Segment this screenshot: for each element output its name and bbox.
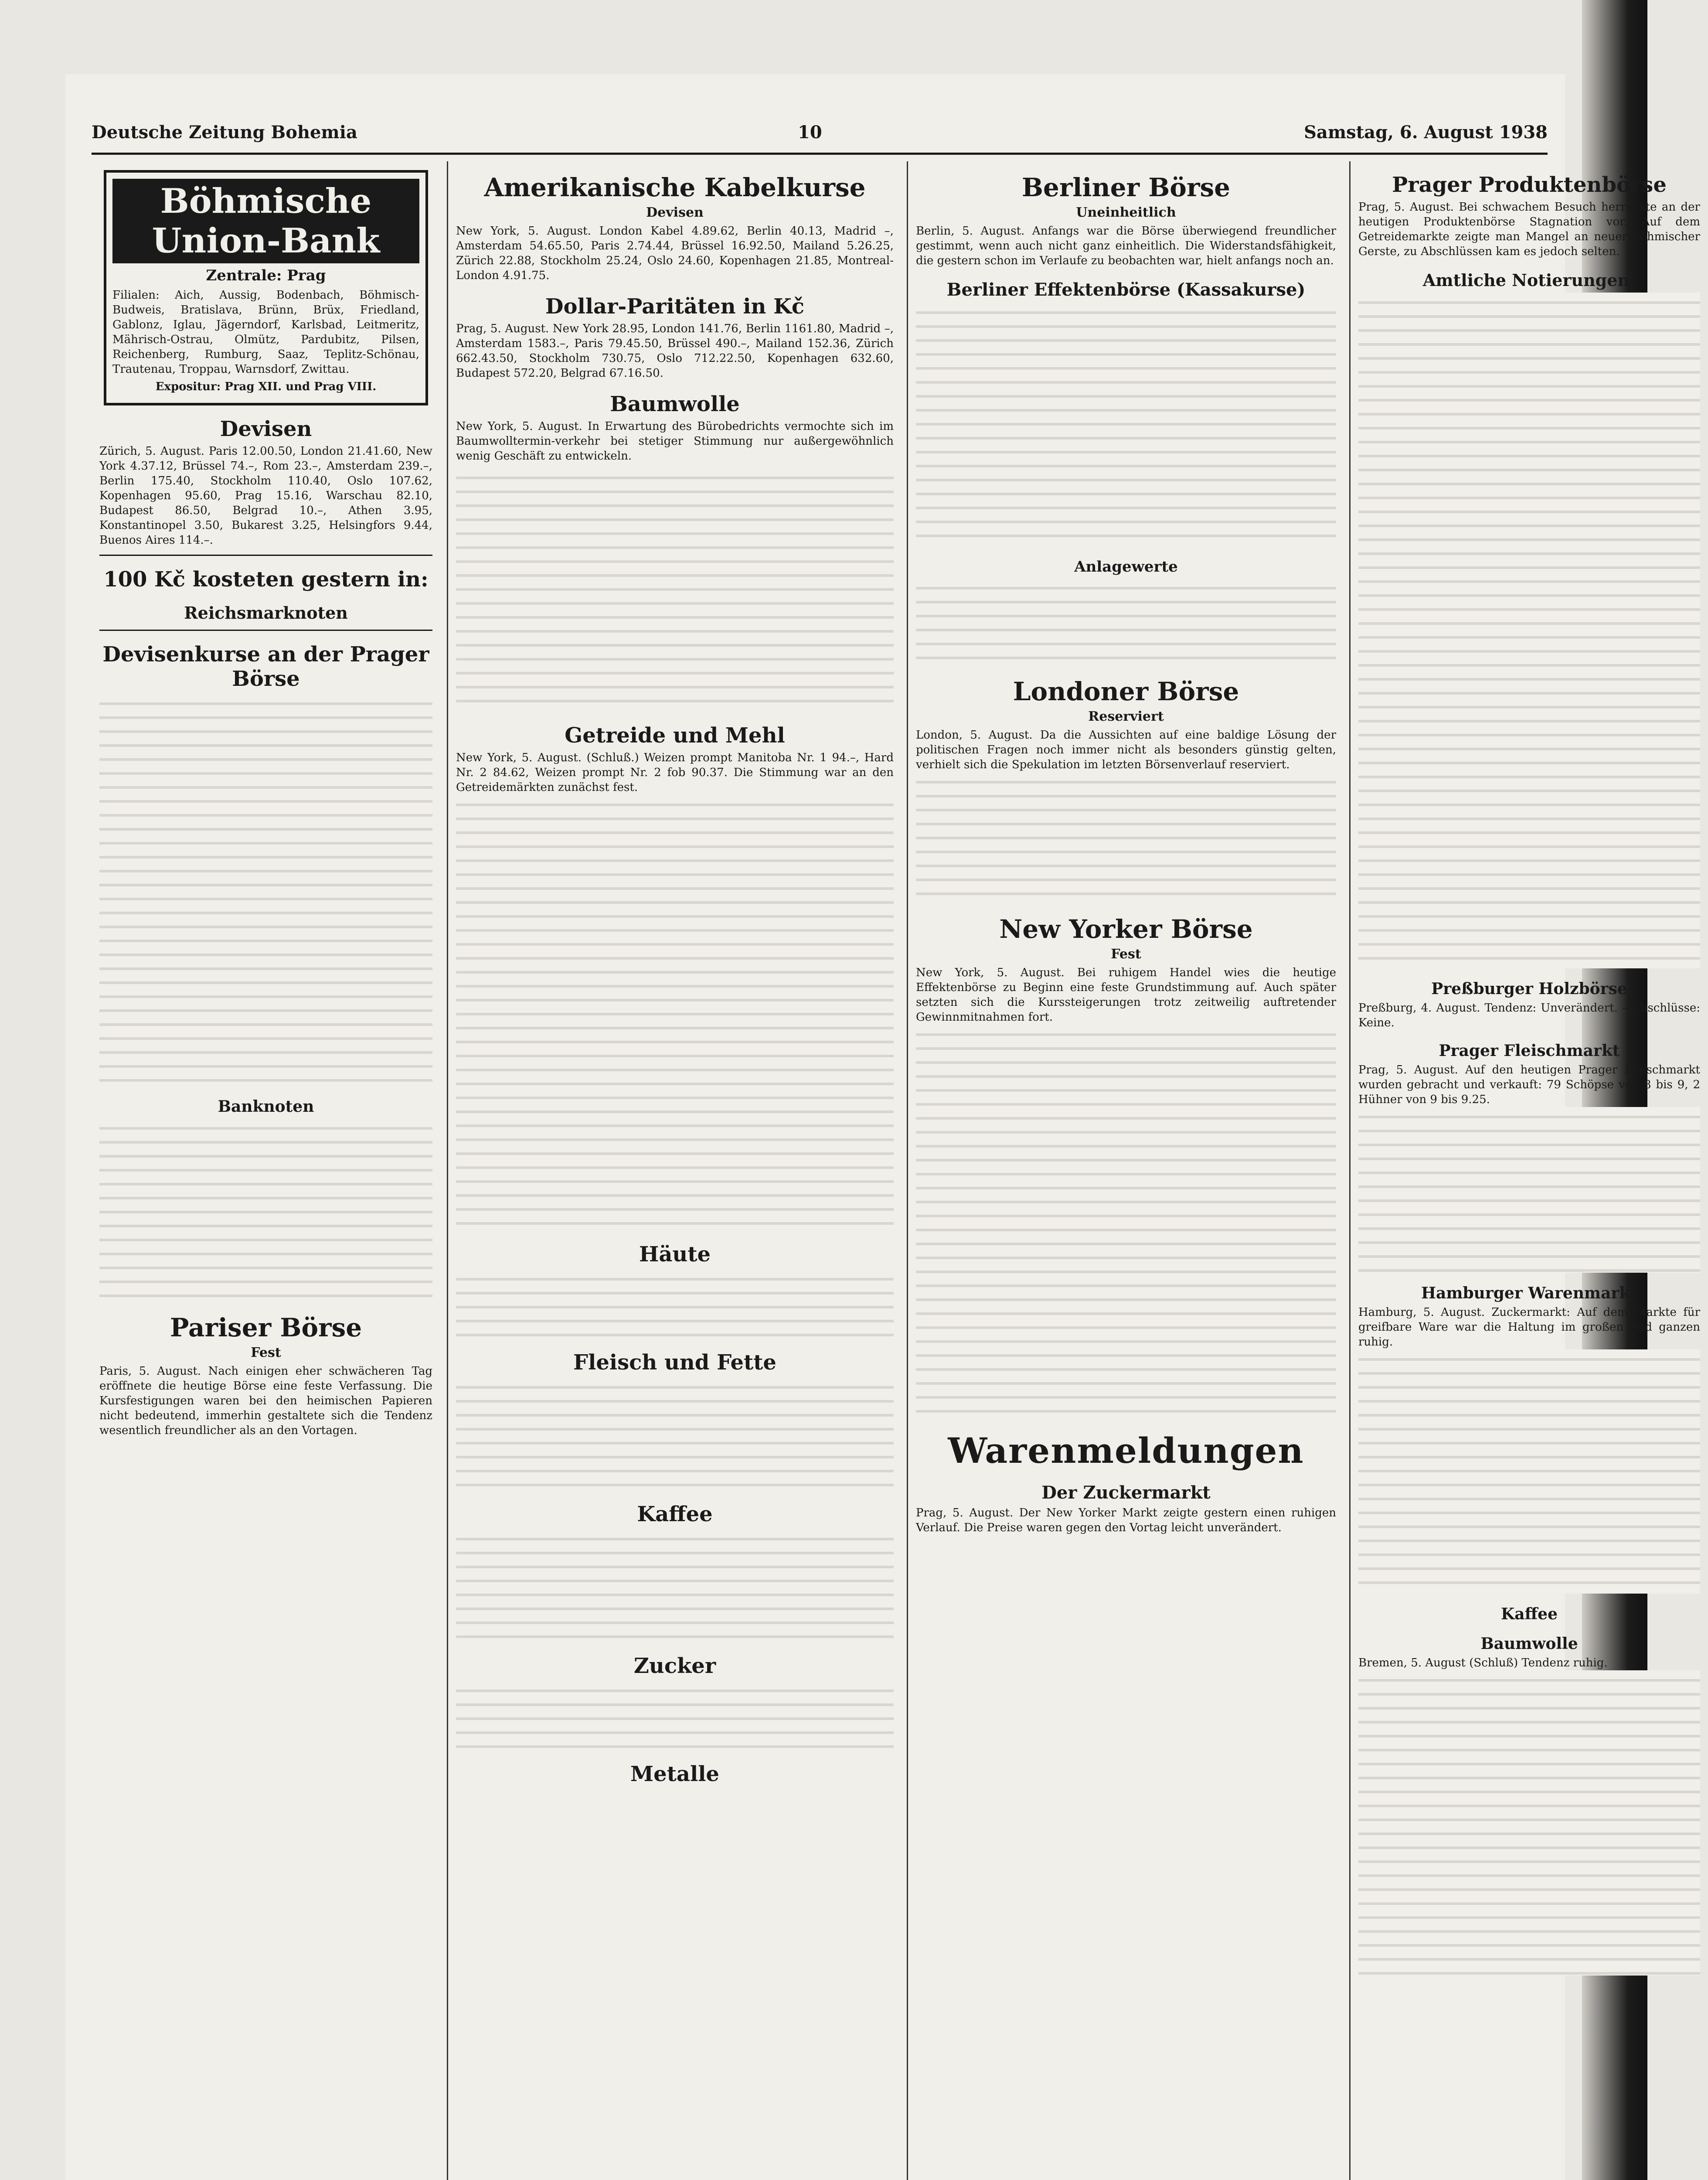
berliner-heading: Berliner Börse xyxy=(1021,173,1231,202)
pariser-subheading: Fest xyxy=(251,1345,281,1360)
effekten-heading: Berliner Effektenbörse (Kassakurse) xyxy=(946,279,1306,300)
baumwolle-table-2 xyxy=(1358,1670,1700,1976)
kc-heading: 100 Kč kosteten gestern in: xyxy=(103,567,429,592)
kabel-heading: Amerikanische Kabelkurse xyxy=(484,173,866,202)
produkten-heading: Prager Produktenbörse xyxy=(1392,173,1667,197)
berliner-subheading: Uneinheitlich xyxy=(1076,205,1176,220)
zuckermarkt-heading: Der Zuckermarkt xyxy=(1041,1482,1211,1503)
bank-title: Böhmische Union-Bank xyxy=(112,179,419,263)
reichsmark-heading: Reichsmarknoten xyxy=(184,603,348,623)
anlage-text-block xyxy=(916,578,1336,665)
newyork-text: New York, 5. August. Bei ruhigem Handel wies die heutige Effektenbörse zu Beginn eine feste Grundstimmung auf. Auch später setzten sich die Kurssteigerungen trotz zeitweilig auftretender Gewinnmitnahmen fort. xyxy=(916,966,1336,1024)
newyork-subheading: Fest xyxy=(1111,947,1141,962)
dollar-text: Prag, 5. August. New York 28.95, London 141.76, Berlin 1161.80, Madrid –, Amsterdam 1583.–, Paris 79.45.50, Brüssel 490.–, Mailand 152.36, Zürich 662.43.50, Stockholm 730.75, Oslo 712.22.50, Kopenhagen 632.60, Budapest 572.20, Belgrad 67.16.50. xyxy=(456,322,894,380)
hamburger-text: Hamburg, 5. August. Zuckermarkt: Auf dem Markte für greifbare Ware war die Haltung im großen und ganzen ruhig. xyxy=(1358,1306,1700,1349)
bank-subtitle: Zentrale: Prag xyxy=(206,267,326,284)
banknoten-text-block xyxy=(99,1118,432,1301)
page-header xyxy=(92,113,1548,155)
effekten-table xyxy=(916,303,1336,547)
bank-advertisement xyxy=(104,170,428,405)
haeute-text-block xyxy=(456,1269,894,1339)
page-number: 10 xyxy=(798,122,822,143)
londoner-subheading: Reserviert xyxy=(1088,709,1164,724)
baumwolle-heading-2: Baumwolle xyxy=(1480,1635,1578,1653)
baumwolle-heading: Baumwolle xyxy=(610,392,740,416)
hamburger-heading: Hamburger Warenmarkt xyxy=(1421,1284,1637,1302)
baumwolle-text-2: Bremen, 5. August (Schluß) Tendenz ruhig. xyxy=(1358,1656,1608,1669)
columns xyxy=(92,161,1700,2180)
baumwolle-table xyxy=(456,468,894,712)
kabel-text: New York, 5. August. London Kabel 4.89.62, Berlin 40.13, Madrid –, Amsterdam 54.65.50, Paris 2.74.44, Brüssel 16.92.50, Mailand 5.26.25, Zürich 22.88, Stockholm 25.24, Oslo 24.60, Kopenhagen 21.85, Montreal-London 4.91.75. xyxy=(456,225,894,282)
devisen-text: Zürich, 5. August. Paris 12.00.50, London 21.41.60, New York 4.37.12, Brüssel 74.–, Rom 23.–, Amsterdam 239.–, Berlin 175.40, Stockholm 110.40, Oslo 107.62, Kopenhagen 95.60, Prag 15.16, Warschau 82.10, Budapest 86.50, Belgrad 10.–, Athen 3.95, Konstantinopel 3.50, Bukarest 3.25, Helsingfors 9.44, Buenos Aires 114.–. xyxy=(99,445,432,547)
waren-heading: Warenmeldungen xyxy=(948,1430,1304,1471)
column-1 xyxy=(92,161,440,2180)
kaffee-heading: Kaffee xyxy=(637,1502,713,1526)
newyork-heading: New Yorker Börse xyxy=(999,914,1253,944)
zuckermarkt-text: Prag, 5. August. Der New Yorker Markt zeigte gestern einen ruhigen Verlauf. Die Preise waren gegen den Vortag leicht unverändert. xyxy=(916,1506,1336,1534)
column-4 xyxy=(1349,161,1708,2180)
fleisch-fette-heading: Fleisch und Fette xyxy=(573,1350,776,1375)
devisenkurse-table xyxy=(99,694,432,1086)
zucker-text-block xyxy=(456,1681,894,1751)
haeute-heading: Häute xyxy=(639,1242,711,1267)
column-3 xyxy=(907,161,1344,2180)
notierungen-heading: Amtliche Notierungen: xyxy=(1422,270,1636,290)
fleischmarkt-heading: Prager Fleischmarkt xyxy=(1439,1042,1620,1060)
getreide-text-block xyxy=(456,795,894,1231)
pressburg-text: Preßburg, 4. August. Tendenz: Unverändert. – Abschlüsse: Keine. xyxy=(1358,1001,1700,1029)
masthead-name: Deutsche Zeitung Bohemia xyxy=(92,122,357,143)
londoner-text: London, 5. August. Da die Aussichten auf eine baldige Lösung der politischen Fragen noch immer nicht als besonders günstig gelten, verhielt sich die Spekulation im letzten Börsenverlauf reserviert. xyxy=(916,729,1336,771)
londoner-heading: Londoner Börse xyxy=(1013,677,1239,706)
column-2 xyxy=(447,161,902,2180)
newyork-text-block xyxy=(916,1025,1336,1417)
devisen-heading: Devisen xyxy=(220,417,312,441)
pariser-text: Paris, 5. August. Nach einigen eher schwächeren Tag eröffnete die heutige Börse eine feste Verfassung. Die Kursfestigungen waren bei den heimischen Papieren nicht bedeutend, immerhin gestaltete sich die Tendenz wesentlich freundlicher als an den Vortagen. xyxy=(99,1365,432,1437)
pressburg-heading: Preßburger Holzbörse xyxy=(1431,980,1627,998)
fleischmarkt-text-block xyxy=(1358,1107,1700,1273)
fleischmarkt-text: Prag, 5. August. Auf den heutigen Prager Fleischmarkt wurden gebracht und verkauft: 79 Schöpse von 8 bis 9, 2 Hühner von 9 bis 9.25. xyxy=(1358,1063,1700,1106)
kaffee-text-block xyxy=(456,1529,894,1642)
londoner-text-block xyxy=(916,772,1336,903)
anlage-heading: Anlagewerte xyxy=(1074,558,1178,576)
issue-date: Samstag, 6. August 1938 xyxy=(1304,122,1548,143)
kaffee-heading-2: Kaffee xyxy=(1501,1605,1558,1623)
baumwolle-text: New York, 5. August. In Erwartung des Bürobedrichts vermochte sich im Baumwolltermin-verkehr bei stetiger Stimmung nur außergewöhnlich wenig Geschäft zu entwickeln. xyxy=(456,420,894,463)
getreide-heading: Getreide und Mehl xyxy=(565,723,785,748)
newspaper-page xyxy=(65,74,1700,2180)
dollar-heading: Dollar-Paritäten in Kč xyxy=(545,294,805,319)
pariser-heading: Pariser Börse xyxy=(170,1313,362,1342)
getreide-text: New York, 5. August. (Schluß.) Weizen prompt Manitoba Nr. 1 94.–, Hard Nr. 2 84.62, Weizen prompt Nr. 2 fob 90.37. Die Stimmung war an den Getreidemärkten zunächst fest. xyxy=(456,751,894,794)
kabel-subheading: Devisen xyxy=(646,205,704,220)
bank-branches: Filialen: Aich, Aussig, Bodenbach, Böhmisch-Budweis, Bratislava, Brünn, Brüx, Friedland, Gablonz, Iglau, Jägerndorf, Karlsbad, Leitmeritz, Mährisch-Ostrau, Olmütz, Pardubitz, Pilsen, Reichenberg, Rumburg, Saaz, Teplitz-Schönau, Trautenau, Troppau, Warnsdorf, Zwittau. xyxy=(112,289,419,376)
banknoten-heading: Banknoten xyxy=(218,1097,314,1116)
berliner-text: Berlin, 5. August. Anfangs war die Börse überwiegend freundlicher gestimmt, wenn auch nicht ganz einheitlich. Die Widerstandsfähigkeit, die gestern schon im Verlaufe zu beobachten war, hielt anfangs noch an. xyxy=(916,225,1336,267)
devisenkurse-heading: Devisenkurse an der Prager Börse xyxy=(102,642,429,691)
hamburger-text-block xyxy=(1358,1349,1700,1594)
produkten-text: Prag, 5. August. Bei schwachem Besuch herrschte an der heutigen Produktenbörse Stagnation vor. Auf dem Getreidemarkte zeigte man Mangel an neuer böhmischer Gerste, zu Abschlüssen kam es jedoch selten. xyxy=(1358,201,1700,258)
fleisch-fette-text-block xyxy=(456,1377,894,1491)
zucker-heading: Zucker xyxy=(633,1654,716,1678)
bank-footer: Expositur: Prag XII. und Prag VIII. xyxy=(155,380,377,393)
metalle-heading: Metalle xyxy=(630,1762,719,1786)
notierungen-table xyxy=(1358,293,1700,968)
